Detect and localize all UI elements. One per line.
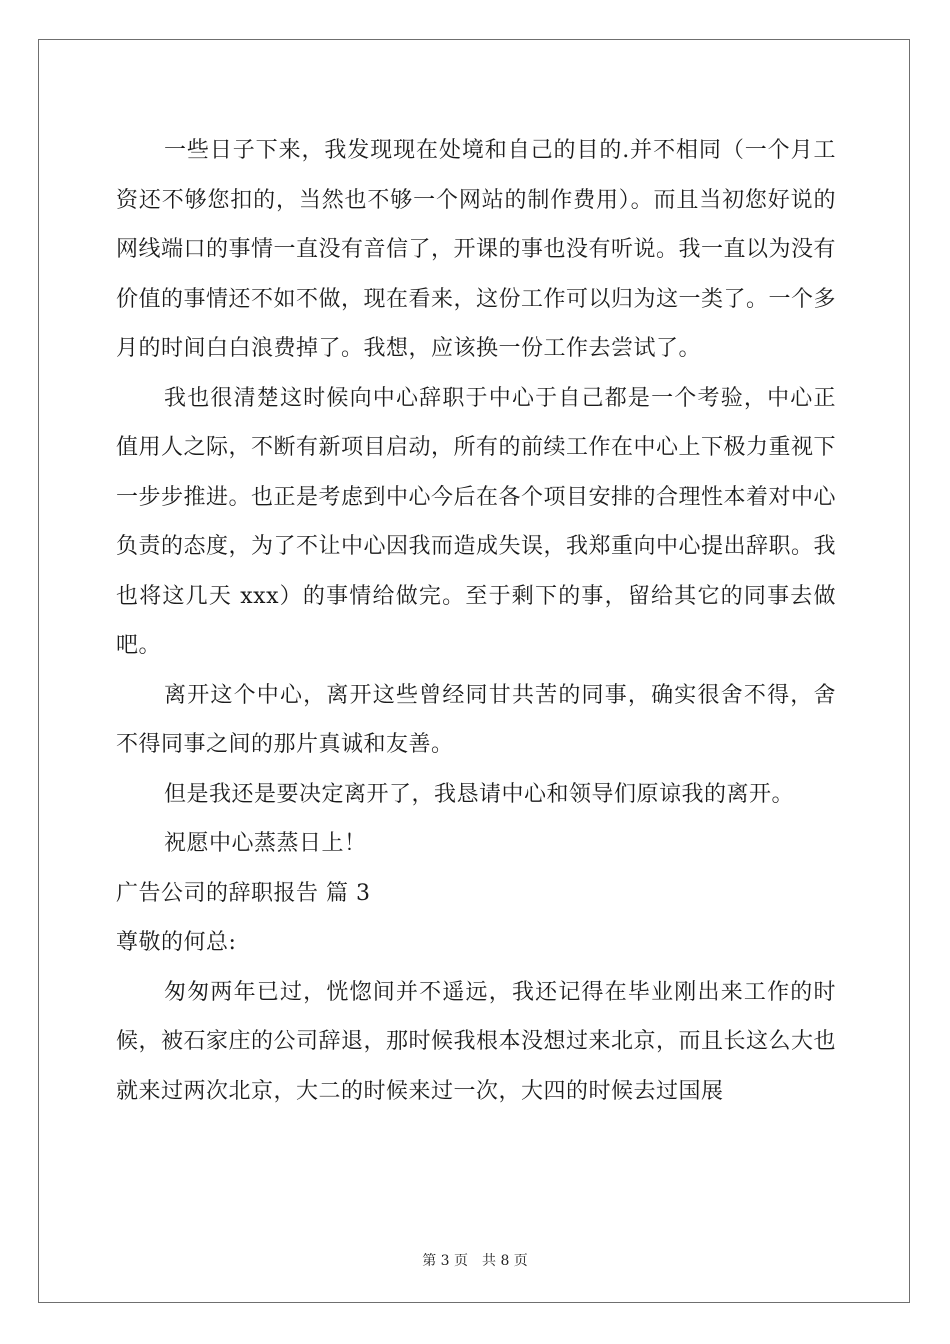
paragraph-2: 我也很清楚这时候向中心辞职于中心于自己都是一个考验，中心正值用人之际，不断有新项目启动，所有的前续工作在中心上下极力重视下一步步推进。也正是考虑到中心今后在各个项目安排的合理性本着对中心负责的态度，为了不让中心因我而造成失误，我郑重向中心提出辞职。我也将这几天 xxx）的事情给做完。至于剩下的事，留给其它的同事去做吧。 <box>116 385 837 658</box>
paragraph-3: 离开这个中心，离开这些曾经同甘共苦的同事，确实很舍不得，舍不得同事之间的那片真诚和友善。 <box>116 682 836 757</box>
paragraph-5: 祝愿中心蒸蒸日上！ <box>164 831 367 856</box>
paragraph-6: 匆匆两年已过，恍惚间并不遥远，我还记得在毕业刚出来工作的时候，被石家庄的公司辞退，那时候我根本没想过来北京，而且长这么大也就来过两次北京，大二的时候来过一次，大四的时候去过国展 <box>116 979 837 1104</box>
salutation: 尊敬的何总: <box>116 930 237 955</box>
section-title: 广告公司的辞职报告 篇 3 <box>116 880 371 906</box>
paragraph-1: 一些日子下来，我发现现在处境和自己的目的.并不相同（一个月工资还不够您扣的，当然也不够一个网站的制作费用）。而且当初您好说的网线端口的事情一直没有音信了，开课的事也没有听说。我一直以为没有价值的事情还不如不做，现在看来，这份工作可以归为这一类了。一个多月的时间白白浪费掉了。我想，应该换一份工作去尝试了。 <box>116 138 837 361</box>
document-body <box>116 126 836 1116</box>
paragraph-4: 但是我还是要决定离开了，我恳请中心和领导们原谅我的离开。 <box>164 781 795 807</box>
page-number-footer: 第 3 页 共 8 页 <box>422 1253 528 1269</box>
